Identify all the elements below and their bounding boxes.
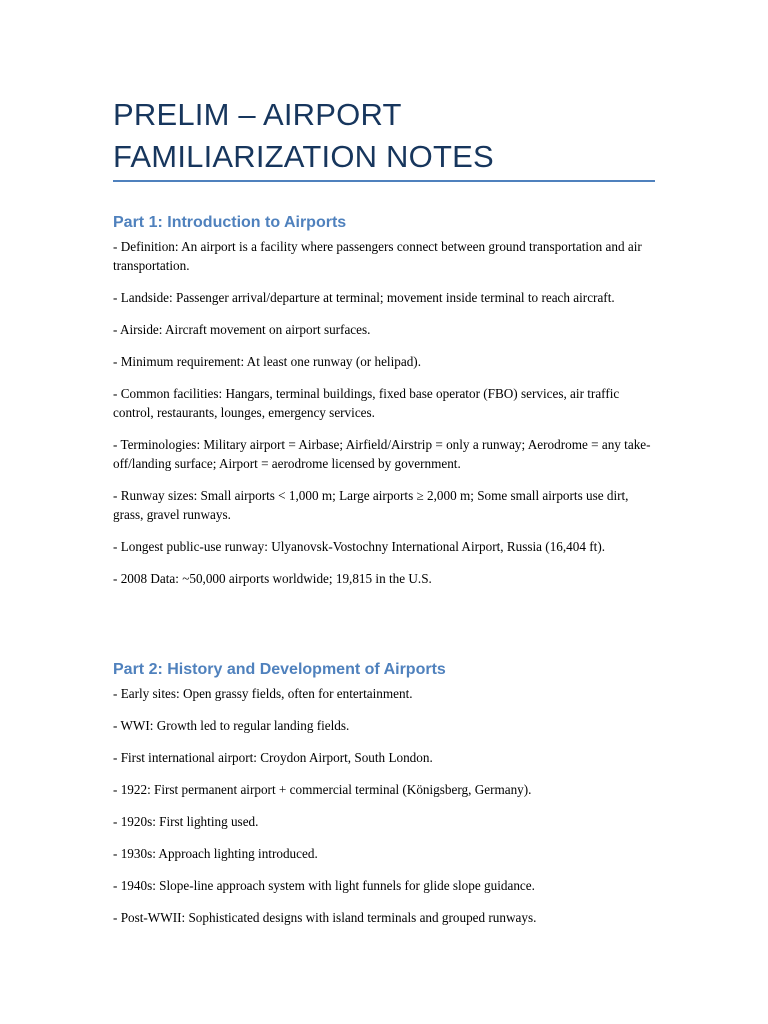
note-early-sites: - Early sites: Open grassy fields, often for entertainment.: [113, 686, 413, 701]
note-terminologies: - Terminologies: Military airport = Airbase; Airfield/Airstrip = only a runway; Aerodrome = any take-off/landing surface; Airport = aerodrome licensed by government.: [113, 437, 651, 471]
note-first-international-airport: - First international airport: Croydon Airport, South London.: [113, 750, 433, 765]
note-1930s: - 1930s: Approach lighting introduced.: [113, 846, 318, 861]
note-runway-sizes: - Runway sizes: Small airports < 1,000 m; Large airports ≥ 2,000 m; Some small airports use dirt, grass, gravel runways.: [113, 488, 629, 522]
note-1922: - 1922: First permanent airport + commercial terminal (Königsberg, Germany).: [113, 782, 532, 797]
section-heading: Part 2: History and Development of Airports: [113, 661, 446, 678]
note-minimum-requirement: - Minimum requirement: At least one runway (or helipad).: [113, 354, 421, 369]
section-history: [113, 660, 658, 940]
note-definition: - Definition: An airport is a facility where passengers connect between ground transportation and air transportation.: [113, 239, 642, 273]
note-landside: - Landside: Passenger arrival/departure at terminal; movement inside terminal to reach aircraft.: [113, 290, 615, 305]
note-2008-data: - 2008 Data: ~50,000 airports worldwide; 19,815 in the U.S.: [113, 571, 432, 586]
note-common-facilities: - Common facilities: Hangars, terminal buildings, fixed base operator (FBO) services, air traffic control, restaurants, lounges, emergency services.: [113, 386, 620, 420]
title-divider: [113, 180, 655, 182]
note-1920s: - 1920s: First lighting used.: [113, 814, 259, 829]
page-title: PRELIM – AIRPORT FAMILIARIZATION NOTES: [113, 97, 494, 174]
section-introduction: [113, 213, 658, 601]
note-wwi: - WWI: Growth led to regular landing fields.: [113, 718, 350, 733]
section-heading: Part 1: Introduction to Airports: [113, 214, 347, 231]
note-longest-runway: - Longest public-use runway: Ulyanovsk-Vostochny International Airport, Russia (16,404 ft).: [113, 539, 606, 554]
note-airside: - Airside: Aircraft movement on airport surfaces.: [113, 322, 371, 337]
note-1940s: - 1940s: Slope-line approach system with light funnels for glide slope guidance.: [113, 878, 535, 893]
note-post-wwii: - Post-WWII: Sophisticated designs with island terminals and grouped runways.: [113, 910, 537, 925]
